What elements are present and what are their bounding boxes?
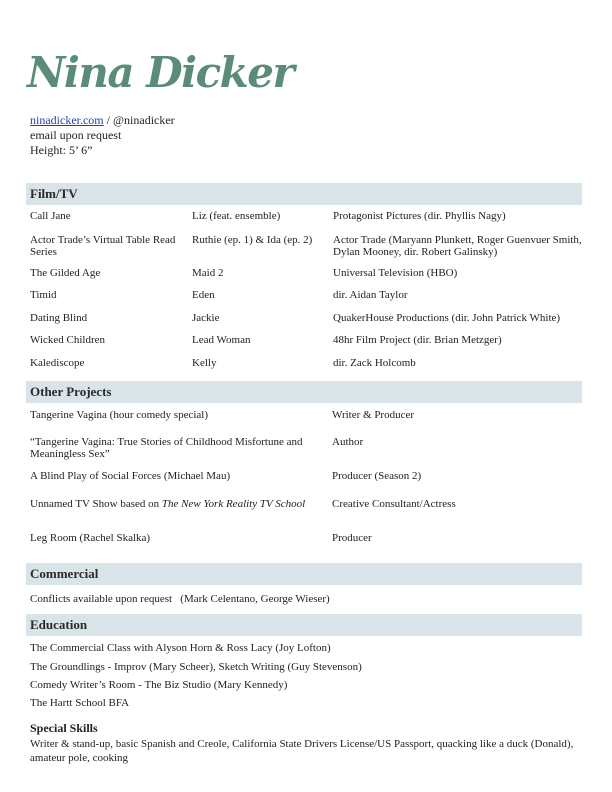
film-title: Actor Trade’s Virtual Table Read Series xyxy=(30,234,176,258)
film-role: Jackie xyxy=(192,312,220,324)
contact-block xyxy=(30,113,175,158)
special-skills-heading: Special Skills xyxy=(30,721,98,735)
section-header-commercial: Commercial xyxy=(26,563,582,585)
height-info: Height: 5’ 6” xyxy=(30,143,93,157)
education-item: Comedy Writer’s Room - The Biz Studio (Mary Kennedy) xyxy=(30,679,288,691)
contact-separator: / xyxy=(103,113,113,127)
film-company: Protagonist Pictures (dir. Phyllis Nagy) xyxy=(333,210,506,222)
film-role: Ruthie (ep. 1) & Ida (ep. 2) xyxy=(192,234,313,246)
education-item: The Commercial Class with Alyson Horn & Ross Lacy (Joy Lofton) xyxy=(30,642,331,654)
project-title: “Tangerine Vagina: True Stories of Childhood Misfortune and Meaningless Sex” xyxy=(30,436,303,460)
film-role: Maid 2 xyxy=(192,267,224,279)
project-title: Leg Room (Rachel Skalka) xyxy=(30,532,151,544)
project-role: Writer & Producer xyxy=(332,409,415,421)
film-company: dir. Zack Holcomb xyxy=(333,357,416,369)
resume-name: Nina Dicker xyxy=(27,48,294,97)
project-role: Producer (Season 2) xyxy=(332,470,422,482)
film-title: The Gilded Age xyxy=(30,267,101,279)
film-title: Timid xyxy=(30,289,57,301)
project-title: Tangerine Vagina (hour comedy special) xyxy=(30,409,209,421)
film-title: Kalediscope xyxy=(30,357,85,369)
film-role: Liz (feat. ensemble) xyxy=(192,210,281,222)
project-title-prefix: Unnamed TV Show based on xyxy=(30,498,162,510)
film-role: Eden xyxy=(192,289,215,301)
email-note: email upon request xyxy=(30,128,122,142)
project-role: Author xyxy=(332,436,364,448)
education-item: The Hartt School BFA xyxy=(30,697,130,709)
commercial-text: Conflicts available upon request (Mark Celentano, George Wieser) xyxy=(30,593,330,605)
film-company: 48hr Film Project (dir. Brian Metzger) xyxy=(333,334,502,346)
film-title: Wicked Children xyxy=(30,334,106,346)
film-title: Dating Blind xyxy=(30,312,88,324)
section-header-film-tv: Film/TV xyxy=(26,183,582,205)
contact-line-web xyxy=(30,113,175,128)
film-company: Actor Trade (Maryann Plunkett, Roger Guenvuer Smith, Dylan Mooney, dir. Robert Galinsky) xyxy=(333,234,582,258)
section-header-other-projects: Other Projects xyxy=(26,381,582,403)
website-link[interactable]: ninadicker.com xyxy=(30,113,104,127)
film-company: QuakerHouse Productions (dir. John Patrick White) xyxy=(333,312,561,324)
section-header-education: Education xyxy=(26,614,582,636)
film-company: Universal Television (HBO) xyxy=(333,267,458,279)
film-role: Lead Woman xyxy=(192,334,251,346)
project-role: Producer xyxy=(332,532,372,544)
project-title xyxy=(30,498,320,510)
project-role: Creative Consultant/Actress xyxy=(332,498,456,510)
social-handle: @ninadicker xyxy=(112,113,175,127)
film-role: Kelly xyxy=(192,357,217,369)
education-item: The Groundlings - Improv (Mary Scheer), Sketch Writing (Guy Stevenson) xyxy=(30,661,362,673)
special-skills-text: Writer & stand-up, basic Spanish and Creole, California State Drivers License/US Passport, quacking like a duck (Donald), amateur pole, cooking xyxy=(30,738,574,764)
film-company: dir. Aidan Taylor xyxy=(333,289,408,301)
film-title: Call Jane xyxy=(30,210,71,222)
project-title: A Blind Play of Social Forces (Michael Mau) xyxy=(30,470,231,482)
project-title-italic: The New York Reality TV School xyxy=(161,498,306,510)
